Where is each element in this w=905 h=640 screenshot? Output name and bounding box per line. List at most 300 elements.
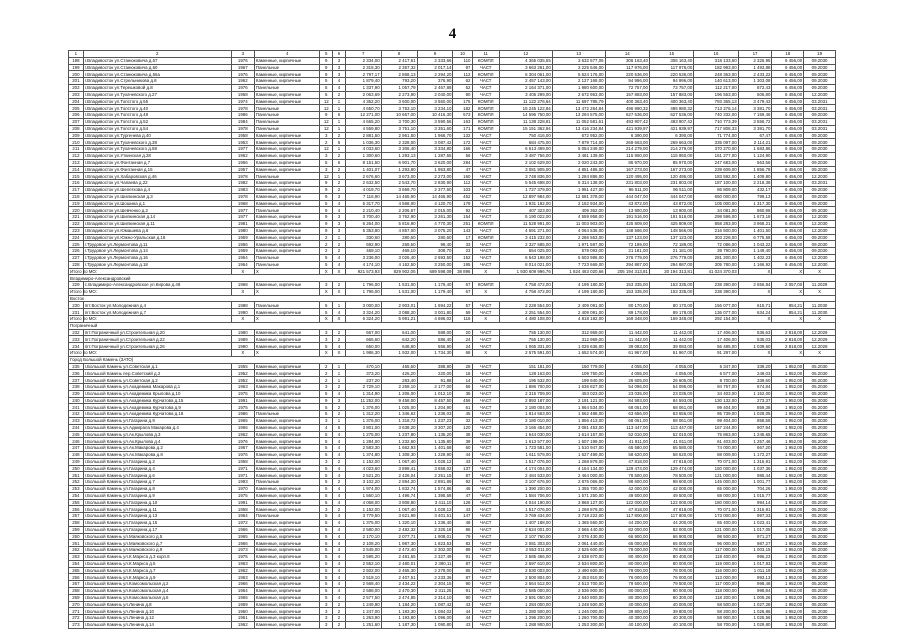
table-cell: пгт.Пограничный ул.Строительная д.22 [83, 336, 231, 343]
table-cell: 1986 [231, 112, 254, 119]
table-cell: 2 152 934,00 [552, 200, 605, 207]
table-cell: Панельные [254, 105, 320, 112]
table-cell: 1 257,46 [738, 438, 772, 445]
table-cell: 1 493,88 [738, 64, 772, 71]
table-cell: 1 517 076,00 [499, 506, 552, 513]
table-cell: 12.2030 [804, 261, 836, 268]
table-cell: 230 [69, 302, 84, 309]
table-cell: 05.2030 [804, 567, 836, 574]
table-cell: 40 100,00 [605, 621, 649, 628]
subtotal-row [69, 316, 836, 323]
table-cell: 153 335,00 [649, 282, 693, 289]
table-cell: 10 667,00 [381, 112, 417, 119]
table-cell: 41 811,00 [649, 438, 693, 445]
table-cell: 09.2030 [804, 193, 836, 200]
table-cell: 12 897 984,00 [499, 193, 552, 200]
table-cell: 66 900,00 [605, 533, 649, 540]
table-cell: 4 023,60 [345, 465, 381, 472]
table-cell: 5 [320, 309, 333, 316]
table-cell: 1 636 827,00 [552, 384, 605, 391]
table-cell: 8 700,00 [694, 377, 738, 384]
table-cell: 171 [453, 125, 472, 132]
table-cell: 4 [333, 452, 346, 459]
table-cell: 52 010,00 [649, 431, 693, 438]
table-cell: 4 162,50 [381, 261, 417, 268]
table-cell: 72 757,00 [605, 84, 649, 91]
table-cell: 166 [453, 146, 472, 153]
table-cell: 150 000,00 [694, 465, 738, 472]
table-cell: 09.2030 [804, 64, 836, 71]
table-cell: г.Владивосток ул.Шилкинская д.14 [83, 214, 231, 221]
table-cell: 6 456,00 [772, 261, 804, 268]
table-cell: 627 536,00 [605, 112, 649, 119]
table-cell: ЧАСТ [472, 513, 499, 520]
table-cell: г.Владивосток ул.Станюковича д.60 [83, 64, 231, 71]
table-cell: 4 [333, 581, 346, 588]
table-cell: 3 411,10 [417, 499, 453, 506]
table-cell: 1 611 579,00 [499, 452, 552, 459]
table-cell: 2 328,00 [381, 139, 417, 146]
table-cell: 493 907,42 [649, 118, 693, 125]
table-cell: 1 268 879,00 [552, 458, 605, 465]
municipality-name: Владимиро-Александровский [69, 275, 836, 282]
table-cell: г.Большой Камень ул.Адмирала Макарова д.4 [83, 424, 231, 431]
table-cell: 247 [69, 445, 84, 452]
table-cell: 2 881,50 [345, 132, 381, 139]
table-cell: 110 [453, 57, 472, 64]
table-cell: 5 [320, 445, 333, 452]
municipality-heading-row [69, 275, 836, 282]
table-cell: 5 603 986,00 [552, 254, 605, 261]
table-cell: 1 723 581,00 [499, 445, 552, 452]
table-cell: 3 487 756,00 [499, 152, 552, 159]
table-cell: 2 357,32 [381, 64, 417, 71]
table-cell: 05.2030 [804, 513, 836, 520]
table-cell: 1964 [231, 587, 254, 594]
table-cell: 1 974,00 [345, 486, 381, 493]
table-cell: 65 000,00 [649, 540, 693, 547]
table-cell: 1 952,00 [772, 472, 804, 479]
table-cell: 116 [453, 316, 472, 323]
table-cell: 1 571 250,00 [552, 492, 605, 499]
table-cell: 3 898,41 [381, 465, 417, 472]
table-cell: 2 583,30 [345, 445, 381, 452]
table-cell: 1 152,00 [345, 458, 381, 465]
table-row [69, 248, 836, 255]
table-cell: Каменные, кирпичные [254, 343, 320, 350]
table-cell: 1 025,56 [738, 615, 772, 622]
table-row [69, 615, 836, 622]
table-cell: 220 536,00 [649, 71, 693, 78]
table-cell: 3 [320, 384, 333, 391]
table-cell: 1 025,00 [381, 404, 417, 411]
table-cell: 9 [320, 64, 333, 71]
table-cell: 47 818,00 [649, 458, 693, 465]
table-cell: г.Большой Камень ул.Ак.Крылова д.4 [83, 438, 231, 445]
table-cell: 130 132,00 [694, 397, 738, 404]
column-number: 18 [772, 51, 804, 58]
table-cell: 148 566,00 [605, 227, 649, 234]
table-cell: 1965 [231, 533, 254, 540]
table-cell: 2 108,20 [345, 540, 381, 547]
municipality-name: Город Большой Камень (ЗАТО) [69, 356, 836, 363]
table-cell: 1 644 030,00 [499, 431, 552, 438]
table-cell: 15 151 362,94 [499, 125, 552, 132]
table-cell: ЧАСТ [472, 132, 499, 139]
table-cell: 61 403,00 [694, 438, 738, 445]
table-cell: 153 335,00 [649, 288, 693, 295]
table-cell: 6 456,00 [772, 207, 804, 214]
table-cell: 14 465,90 [381, 193, 417, 200]
table-cell: 1978 [231, 125, 254, 132]
table-cell: 1 [333, 146, 346, 153]
table-cell: 2 218,38 [738, 180, 772, 187]
table-cell: 204 [69, 98, 84, 105]
table-cell: 1963 [231, 574, 254, 581]
table-cell: 3 481 139,00 [552, 152, 605, 159]
table-cell: 4 [333, 254, 346, 261]
table-cell: 47 818,00 [605, 506, 649, 513]
table-row [69, 84, 836, 91]
table-cell: 175 [453, 98, 472, 105]
table-cell: 1 952,00 [772, 506, 804, 513]
table-cell: г.Большой Камень ул.Советская д.2 [83, 377, 231, 384]
table-cell: 6 [333, 424, 346, 431]
table-cell: 1959 [231, 248, 254, 255]
table-cell: 1 662,93 [381, 445, 417, 452]
table-cell: 44 [453, 452, 472, 459]
table-cell: 1 908,01 [417, 533, 453, 540]
table-cell: 1952 [231, 370, 254, 377]
table-cell: 129 474,00 [649, 465, 693, 472]
table-cell: 9 [320, 207, 333, 214]
table-cell: Х [804, 268, 836, 275]
table-cell: 220 [69, 207, 84, 214]
table-cell: 2 961,50 [381, 132, 417, 139]
table-cell: 120 495,00 [605, 173, 649, 180]
table-cell: 273 [69, 621, 84, 628]
table-cell: 3 762,90 [381, 214, 417, 221]
table-cell: 5 [320, 254, 333, 261]
table-cell: 5 [320, 200, 333, 207]
table-cell: 2 565 440,00 [552, 526, 605, 533]
table-cell: X [472, 316, 499, 323]
table-cell: 1 560,10 [345, 492, 381, 499]
table-cell: 05.2030 [804, 519, 836, 526]
table-row [69, 533, 836, 540]
table-cell: 115 950,00 [649, 152, 693, 159]
table-cell: 05.2030 [804, 492, 836, 499]
table-cell: 05.2030 [804, 452, 836, 459]
table-cell: 60 [453, 445, 472, 452]
table-cell: 2 474,85 [381, 594, 417, 601]
table-cell: 1984 [231, 118, 254, 125]
table-row [69, 492, 836, 499]
table-cell: 496 980,32 [649, 105, 693, 112]
table-cell: Каменные, кирпичные [254, 132, 320, 139]
table-cell: 1 017,83 [738, 560, 772, 567]
table-cell: 80 400,00 [649, 553, 693, 560]
table-cell: X [333, 288, 346, 295]
table-cell: 225 [69, 241, 84, 248]
column-number: 16 [694, 51, 738, 58]
table-cell: Х [804, 350, 836, 357]
table-cell: 70 071,00 [694, 458, 738, 465]
table-cell: 5 [320, 519, 333, 526]
table-cell: г.Владивосток ул.Шилкинская д.11 [83, 220, 231, 227]
table-cell: 2 525 600,00 [552, 547, 605, 554]
table-cell: 9 [320, 397, 333, 404]
table-cell: 1 607 199,00 [552, 438, 605, 445]
table-cell: 444 047,00 [649, 193, 693, 200]
table-cell: 26 605,00 [649, 377, 693, 384]
table-cell: 1972 [231, 519, 254, 526]
table-cell: 199 940,00 [552, 377, 605, 384]
table-cell: 793,20 [381, 78, 417, 85]
table-cell: 198 [69, 57, 84, 64]
table-cell: г.Владивосток ул.Толстого д.40 [83, 105, 231, 112]
table-cell: 6 456,00 [772, 64, 804, 71]
table-cell: Х [772, 288, 804, 295]
table-cell: 5 [320, 540, 333, 547]
table-cell: Панельные [254, 125, 320, 132]
table-cell: г.Большой Камень ул.К.Маркса д.5 [83, 560, 231, 567]
table-cell: 5 [320, 452, 333, 459]
table-cell: 5 [320, 479, 333, 486]
table-cell: 755 130,00 [499, 336, 552, 343]
table-cell: 214 279,00 [605, 146, 649, 153]
table-cell: 39 [453, 438, 472, 445]
page-number: 4 [448, 26, 457, 42]
table-cell: 57 [453, 302, 472, 309]
table-cell: 1 346,62 [381, 411, 417, 418]
table-cell: 4 [333, 261, 346, 268]
table-cell: ЧАСТ [472, 404, 499, 411]
table-cell: 3 401,51 [417, 513, 453, 520]
table-cell: 58 620,00 [649, 452, 693, 459]
table-cell: 05.2030 [804, 601, 836, 608]
table-cell: 3 638,20 [381, 424, 417, 431]
table-cell: ЧАСТ [472, 343, 499, 350]
table-cell: 167 273,00 [605, 166, 649, 173]
table-cell: 2 286 553,00 [552, 234, 605, 241]
table-cell: 985,44 [738, 472, 772, 479]
table-cell: 12 [320, 125, 333, 132]
table-cell: 1 952,00 [772, 411, 804, 418]
table-cell: Каменные, кирпичные [254, 492, 320, 499]
table-cell: 82 000,00 [605, 526, 649, 533]
table-cell: 1 952,00 [772, 486, 804, 493]
table-cell: 1 694,22 [417, 302, 453, 309]
table-cell: 11 528 991,00 [499, 220, 552, 227]
table-cell: 12.2029 [804, 336, 836, 343]
table-cell: 987,27 [738, 540, 772, 547]
table-cell: 156 077,00 [694, 302, 738, 309]
table-cell: 65 400,00 [694, 519, 738, 526]
table-cell: 3 [320, 621, 333, 628]
table-cell: Каменные, кирпичные [254, 621, 320, 628]
table-cell: 26 605,00 [605, 377, 649, 384]
table-row [69, 424, 836, 431]
table-cell: ЧАСТ [472, 621, 499, 628]
table-cell: 21 181,00 [605, 248, 649, 255]
table-cell: 09.2030 [804, 166, 836, 173]
table-cell: г.Большой Камень ул.Академика Курчатова д.9 [83, 404, 231, 411]
table-cell: 67 [453, 288, 472, 295]
table-cell: 318 133,60 [694, 57, 738, 64]
table-cell: 1 952,00 [772, 567, 804, 574]
table-cell: 2 206,67 [381, 207, 417, 214]
table-cell: 1 496,74 [381, 492, 417, 499]
table-cell: 3 [320, 458, 333, 465]
table-cell: 1966 [231, 424, 254, 431]
table-cell: г.Владивосток ул.Юмашева д.6 [83, 227, 231, 234]
table-cell: г.Большой Камень ул.Гагарина д.7 [83, 479, 231, 486]
table-cell: 117 976,00 [605, 64, 649, 71]
table-cell: 3 751,10 [381, 125, 417, 132]
table-cell: 452 [453, 193, 472, 200]
table-cell: 47 818,00 [649, 506, 693, 513]
table-cell: 6 456,00 [772, 112, 804, 119]
table-cell: Панельные [254, 479, 320, 486]
table-cell: 6 456,00 [772, 173, 804, 180]
table-cell: г.Большой Камень ул.Ленина д.8 [83, 601, 231, 608]
table-cell: X [254, 288, 320, 295]
table-cell: 11 442,00 [649, 336, 693, 343]
table-cell: ЧАСТ [472, 547, 499, 554]
table-cell: 182 993,00 [694, 64, 738, 71]
table-cell: 4 [333, 499, 346, 506]
table-cell: 226 [69, 248, 84, 255]
table-cell: 1 017,05 [738, 526, 772, 533]
table-cell: 86 809,00 [694, 186, 738, 193]
table-cell: 4 [333, 519, 346, 526]
table-cell: г.Большой Камень ул.Гагарина д.10 [83, 499, 231, 506]
table-cell: 3 [320, 418, 333, 425]
table-cell: Каменные, кирпичные [254, 200, 320, 207]
table-cell: 1971 [231, 465, 254, 472]
table-cell: 68 061,00 [605, 404, 649, 411]
table-cell: 1 971 597,00 [552, 241, 605, 248]
table-cell: ЧАСТ [472, 193, 499, 200]
table-cell: 1 952,00 [772, 424, 804, 431]
table-cell: 3 632 577,06 [552, 57, 605, 64]
table-cell: 6 456,00 [772, 105, 804, 112]
table-cell: 99 404,00 [694, 404, 738, 411]
table-cell: пгт.Пограничный ул.Строительная д.26 [83, 343, 231, 350]
table-cell: 284 [453, 159, 472, 166]
table-cell: 98 500,00 [694, 533, 738, 540]
table-cell: Каменные, кирпичные [254, 384, 320, 391]
table-cell: 2 [333, 91, 346, 98]
table-cell: 376,90 [417, 78, 453, 85]
table-cell: Каменные, кирпичные [254, 547, 320, 554]
table-cell: 4 044 190,00 [499, 499, 552, 506]
table-cell: 255 [69, 499, 84, 506]
table-cell: 4 [333, 200, 346, 207]
table-cell: 5 [320, 553, 333, 560]
table-cell: 493 907,42 [605, 118, 649, 125]
table-cell: 563,56 [738, 159, 772, 166]
table-cell: 2 [333, 282, 346, 289]
table-cell: 1959 [231, 234, 254, 241]
table-cell: 244 [69, 424, 84, 431]
table-cell: 228 [69, 261, 84, 268]
table-cell: Панельные [254, 64, 320, 71]
table-cell: 3 659,70 [381, 186, 417, 193]
table-cell: Х [738, 268, 772, 275]
table-cell: ЧАСТ [472, 499, 499, 506]
table-cell: 1978 [231, 173, 254, 180]
table-cell: 3 479,43 [738, 98, 772, 105]
table-cell: X [231, 350, 254, 357]
table-cell: КОМПЛ [472, 98, 499, 105]
table-cell: 2 672 963,00 [552, 91, 605, 98]
table-cell: 251 [69, 472, 84, 479]
table-cell [83, 268, 231, 275]
table-cell: Каменные, кирпичные [254, 445, 320, 452]
table-cell: 2 [333, 180, 346, 187]
table-cell: 4 [333, 445, 346, 452]
table-cell: 2 903,01 [381, 302, 417, 309]
table-cell: 303 228,00 [694, 234, 738, 241]
table-cell: г.Большой Камень ул.Комсомольская д.2 [83, 581, 231, 588]
table-cell: 1 029,80 [738, 621, 772, 628]
table-cell: 1 574,86 [417, 486, 453, 493]
table-row [69, 390, 836, 397]
table-cell: 1 864 534,00 [552, 404, 605, 411]
table-cell: 15 245 122,84 [499, 105, 552, 112]
table-cell: 5 [320, 526, 333, 533]
table-cell: г.Владивосток ул.Толстого д.48 [83, 112, 231, 119]
table-cell: 56 [453, 152, 472, 159]
table-cell: 09.2030 [804, 241, 836, 248]
table-cell: 1 183,30 [381, 608, 417, 615]
table-row [69, 486, 836, 493]
table-cell: 6 456,00 [772, 159, 804, 166]
table-cell: 3 748 836,00 [499, 173, 552, 180]
table-cell: 72 086,00 [694, 241, 738, 248]
table-cell: 3 225 546,00 [552, 64, 605, 71]
column-number: 4 [254, 51, 320, 58]
table-cell: 1 028,05 [738, 411, 772, 418]
table-cell: 6 264,00 [345, 220, 381, 227]
table-cell: 4 [333, 553, 346, 560]
table-cell: 1 562 488,00 [552, 411, 605, 418]
table-cell: 187 100,00 [694, 180, 738, 187]
table-cell: 2 164 371,00 [499, 84, 552, 91]
table-cell: 76 000,00 [605, 574, 649, 581]
table-cell: 2 [333, 615, 346, 622]
table-cell: 298 596,00 [694, 214, 738, 221]
table-cell: 40 000,00 [649, 601, 693, 608]
table-cell: Каменные, кирпичные [254, 608, 320, 615]
table-cell: 17 406,00 [694, 329, 738, 336]
table-cell: 1976 [231, 452, 254, 459]
table-cell: 4 [333, 438, 346, 445]
table-cell: 58 700,00 [694, 621, 738, 628]
table-cell: Каменные, кирпичные [254, 390, 320, 397]
table-cell: 11.2029 [804, 282, 836, 289]
table-cell: 1 952,00 [772, 465, 804, 472]
table-cell: 11 003 903,00 [552, 220, 605, 227]
table-cell: 1 952,00 [772, 363, 804, 370]
table-cell: 2 482,32 [381, 526, 417, 533]
table-cell: 1 376,00 [345, 418, 381, 425]
table-cell: 94 996,00 [649, 78, 693, 85]
table-cell: 3 166 454,00 [499, 424, 552, 431]
table-cell: г.Большой Камень ул.Комсомольская д.4 [83, 587, 231, 594]
